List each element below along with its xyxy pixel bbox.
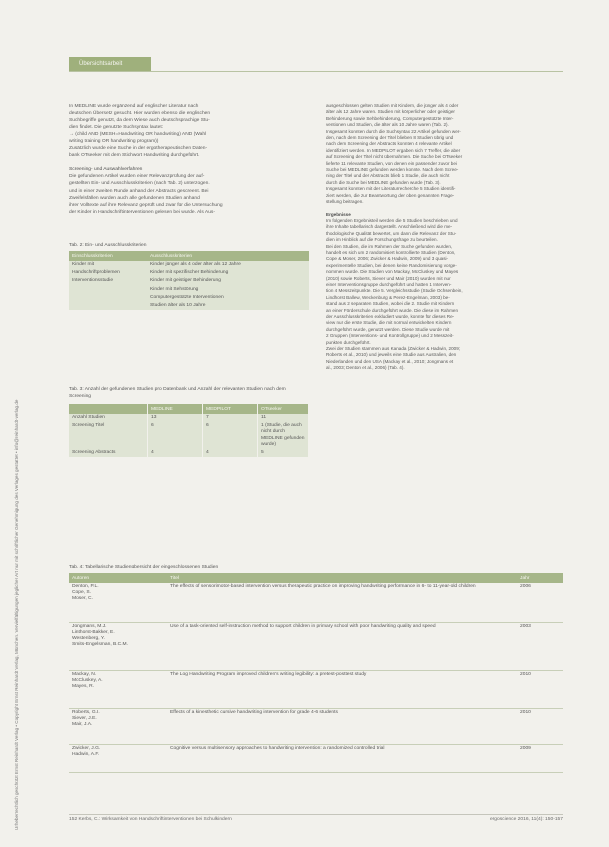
text-line: Die gefundenen Artikel wurden einer Relevanzprüfung der auf- <box>69 174 205 180</box>
table-cell: Studien älter als 10 Jahre <box>147 302 309 310</box>
table-cell: Interventionsstudie <box>69 277 147 285</box>
table-cell: Screening Titel <box>69 422 148 449</box>
table-header-cell: Autoren <box>69 573 167 583</box>
text-line: al., 2003; Denton et al., 2006) (Tab. 4). <box>326 365 405 371</box>
table-cell: 6 <box>203 422 258 449</box>
text-line: dien im Hinblick auf die Forschungsfrage zu beurteilen. <box>326 237 438 243</box>
table-header-cell: Ausschlusskriterien <box>147 251 309 261</box>
text-line: ihre Inhalte tabellarisch dargestellt. Anschließend wird die me- <box>326 224 453 230</box>
table-cell: Screening Abstracts <box>69 449 148 457</box>
header-rule <box>69 71 563 72</box>
table-cell <box>69 294 147 302</box>
table-cell-year: 2003 <box>517 622 563 670</box>
table-cell-year: 2010 <box>517 670 563 708</box>
text-line: an einer Förderschule durchgeführt wurde. Die diese im Rahmen <box>326 307 459 313</box>
footer-left-text: 152 Kerbs, C.: Wirksamkeit von Handschriftinterventionen bei Schulkindern <box>69 817 232 822</box>
table-cell: Kinder mit spezifischer Behinderung <box>147 269 309 277</box>
table3-study-counts <box>69 404 309 457</box>
text-line: lieferte 11 relevante Studien, von denen ein passender zuvor bei <box>326 160 457 166</box>
table-cell: Kinder mit <box>69 261 147 269</box>
table-header-cell: MEDPILOT <box>203 404 258 414</box>
table-header-cell: Titel <box>167 573 517 583</box>
table-cell-authors: Jongmans, M.J. Linthorst-Bakker, E. Westenberg, Y. Smits-Engelsman, B.C.M. <box>69 622 167 670</box>
section-heading: Ergebnisse <box>326 211 351 217</box>
text-line: Zusätzlich wurde eine Suche in der ergotherapeutischen Daten- <box>69 146 208 152</box>
table4-study-overview <box>69 573 563 773</box>
table-header-cell <box>69 404 148 414</box>
text-line: Behinderung sowie Sehbehinderung, Computergestützte Inter- <box>326 115 454 121</box>
text-line: Suche bei MEDLINE gefunden werden konnte. Nach dem Scree- <box>326 167 459 173</box>
table-cell-authors: Denton, P.L. Cope, S. Moser, C. <box>69 583 167 622</box>
text-line: ihrer Volltexte auf ihre Relevanz geprüft und zwar für die Untersuchung <box>69 202 223 208</box>
table-cell-year: 2009 <box>517 744 563 772</box>
text-line: auf Screening der Titel nicht übernahmen. Die Suche bei OTseeker <box>326 154 463 160</box>
text-line: deutschen Übersetz gesucht. Hier wurden ebenso die englischen <box>69 111 211 117</box>
text-line: Zweifelsfällen wurden auch alle gefundenen Studien anhand <box>69 195 200 201</box>
text-line: einer Interventionsgruppe durchgeführt und hatten 1 Interven- <box>326 281 452 287</box>
text-line: gestellten Ein- und Ausschlusskriterien (nach Tab. 2) unterzogen. <box>69 181 210 187</box>
text-line: bank OTseeker mit dem Stichwort Handwriting durchgeführt. <box>69 153 200 159</box>
table-header-cell: OTseeker <box>258 404 309 414</box>
text-line: In MEDLINE wurde ergänzend auf englischer Literatur nach <box>69 104 199 109</box>
text-line: Suchbegriffe genutzt, da dem Wiese auch deutschsprachige Stu- <box>69 118 210 124</box>
text-line: dien findet. Die genutzte Suchsyntax lautet: <box>69 125 164 131</box>
table-cell: Kinder mit geistiger Behinderung <box>147 277 309 285</box>
text-line: thodologische Qualität bewertet, um dann die Relevanz der Stu- <box>326 230 457 236</box>
table-cell: Kinder mit Sehstörung <box>147 286 309 294</box>
text-line: → (child AND (MESH=Handwriting OR handwriting) AND (Wahl <box>69 132 207 138</box>
table-header-cell: Jahr <box>517 573 563 583</box>
text-line: Roberts et al., 2010) und jeweils eine Studie aus Australien, den <box>326 352 457 358</box>
text-line: nommen wurde. Die Studien von Mackay, McCluskey und Mayes <box>326 269 459 275</box>
text-line: ausgeschlossen gelten Studien mit Kindern, die jünger als 4 oder <box>326 103 459 108</box>
text-line: stellung beitragen. <box>326 199 364 205</box>
text-line: ventionen und Studien, die älter als 10 Jahre waren (Tab. 2). <box>326 122 449 128</box>
table-cell: 6 <box>148 422 203 449</box>
text-line: ning der Titel und der Abstracts blieb 1 Studie, die auch nicht <box>326 173 450 179</box>
table-cell-authors: Zwicker, J.G. Hadwin, A.F. <box>69 744 167 772</box>
table-cell: 4 <box>148 449 203 457</box>
text-line: älter als 12 Jahre waren. Studien mit körperlicher oder geistiger <box>326 109 455 115</box>
text-line: 2 Gruppen (Interventions- und Kontrollgruppe) und 2 Messzeit- <box>326 333 454 339</box>
text-line: experimentelle Studien, bei denen keine Randomisierung vorge- <box>326 262 457 268</box>
footer-rule <box>69 814 563 815</box>
table-cell: 11 <box>258 414 309 422</box>
table2-inclusion-exclusion <box>69 251 309 310</box>
table3-caption: Tab. 3: Anzahl der gefundenen Studien pro Datenbank und Anzahl der relevanten Studien nach dem Screening <box>69 387 286 399</box>
text-line: Bei den Studien, die im Rahmen der Suche gefunden wurden, <box>326 243 453 249</box>
text-line: nach dem Screening der Abstracts konnten 4 relevante Artikel <box>326 141 452 147</box>
text-line: Lindhorst Ballew, Weckenburg & Perez-Engelman, 2003) be- <box>326 294 450 300</box>
right-column-text <box>326 103 566 372</box>
section-heading: Screening- und Auswahlverfahren <box>69 167 143 173</box>
table-cell: 4 <box>203 449 258 457</box>
table-cell: Computergestützte Interventionen <box>147 294 309 302</box>
table-cell-title: The Log Handwriting Program improved children's writing legibility: a pretest-posttest study <box>167 670 517 708</box>
text-line: der Ausschlusskriterien exkludiert wurde, konnte für dieses Re- <box>326 314 455 319</box>
table-cell-authors: Mackay, N. McCluskey, A. Mayes, R. <box>69 670 167 708</box>
table-cell-title: Cognitive versus multisensory approaches to handwriting intervention: a randomized controlled trial <box>167 744 517 772</box>
table-cell: 7 <box>203 414 258 422</box>
table-cell <box>69 302 147 310</box>
text-line: durch die Suche bei MEDLINE gefunden wurde (Tab. 3). <box>326 179 441 185</box>
table2-caption: Tab. 2: Ein- und Ausschlusskriterien <box>69 243 147 248</box>
text-line: der Kinder in Handschriftinterventionen gelesen bei wurde. Als Aus- <box>69 209 215 215</box>
text-line: den, nach dem Screening der Titel blieben 8 Studien übrig und <box>326 135 454 141</box>
table4-caption: Tab. 4: Tabellarische Studienübersicht der eingeschlossenen Studien <box>69 565 219 570</box>
table-cell-title: Effects of a kinesthetic cursive handwriting intervention for grade 4-6 students <box>167 708 517 744</box>
footer-right-text: ergoscience 2016, 11(4): 150-157 <box>489 817 563 822</box>
table-cell-year: 2006 <box>517 583 563 622</box>
table-cell: 13 <box>148 414 203 422</box>
copyright-side-note <box>14 70 24 830</box>
table-cell: 5 <box>258 449 309 457</box>
text-line: (2010) sowie Roberts, Siever und Mair (2010) wurden mit nur <box>326 275 451 281</box>
table-cell: 1 (Studie, die auch nicht durch MEDLINE gefunden wurde) <box>258 422 309 449</box>
text-line: Zwei der Studien stammen aus Kanada (Zwicker & Hadwin, 2009; <box>326 346 461 352</box>
table-cell-year: 2010 <box>517 708 563 744</box>
text-line: durchgeführt wurde, genutzt werden. Diese Studie wurde mit <box>326 326 450 332</box>
text-line: punkten durchgeführt. <box>326 339 371 345</box>
table-cell: Handschriftproblemen <box>69 269 147 277</box>
text-line: writing training OR handwriting program)) <box>69 139 159 145</box>
text-line: stand aus 2 separaten Studien, wobei die 2. Studie mit Kindern <box>326 301 455 307</box>
text-line: ziert werden, die zur Beantwortung der oben genannten Frage- <box>326 192 455 198</box>
table-cell <box>69 286 147 294</box>
text-line: Cope & Moser, 2006; Zwicker & Hadwin, 2009) und 3 quasi- <box>326 256 449 262</box>
text-line: Niederlanden und den USA (Mackay et al., 2010; Jongmans et <box>326 358 454 364</box>
table-header-cell: Einschlusskriterien <box>69 251 147 261</box>
table-cell: Kinder jünger als 4 oder älter als 12 Jahre <box>147 261 309 269</box>
section-tab: Übersichtsarbeit <box>69 57 151 71</box>
table-cell-title: Use of a task-oriented self-instruction method to support children in primary school with poor handwriting quality and speed <box>167 622 517 670</box>
text-line: Im folgenden Ergebnisteil werden die 5 Studien beschrieben und <box>326 217 458 223</box>
text-line: Insgesamt konnten durch die Suchsyntax 22 Artikel gefunden wer- <box>326 128 461 134</box>
table-header-cell: MEDLINE <box>148 404 203 414</box>
text-line: identifiziert werden. In MEDPILOT ergaben sich 7 Treffer, die aber <box>326 147 461 153</box>
left-column-text <box>69 103 309 216</box>
text-line: handelt es sich um 2 randomisiert kontrollierte Studien (Denton, <box>326 249 456 255</box>
text-line: tion 4 Messzeitpunkte. Die 5. Vergleichsstudie (Studie Ochsenbein, <box>326 288 463 294</box>
table-cell-title: The effects of sensorimotor-based intervention versus therapeutic practice on improving handwriting performance in 6- to 11-year-old children <box>167 583 517 622</box>
side-note-text: Urheberrechtlich geschützt Ernst Reinhardt Verlag • Copyright Ernst Reinhardt Verlag, München. Vervielfältigungen jeglicher Art nur mit schriftlicher Genehmigung des Verlages gestattet • info@reinhardt-verlag.de <box>14 399 19 830</box>
text-line: Insgesamt konnten mit der Literaturrecherche 5 Studien identifi- <box>326 186 456 192</box>
table-cell-authors: Roberts, G.I. Siever, J.E. Mair, J.A. <box>69 708 167 744</box>
table-cell: Anzahl Studien <box>69 414 148 422</box>
text-line: und in einer zweiten Runde anhand der Abstracts gescreent. Bei <box>69 188 209 194</box>
text-line: view nur die erste Studie, die mit normal entwickelten Kindern <box>326 320 452 326</box>
